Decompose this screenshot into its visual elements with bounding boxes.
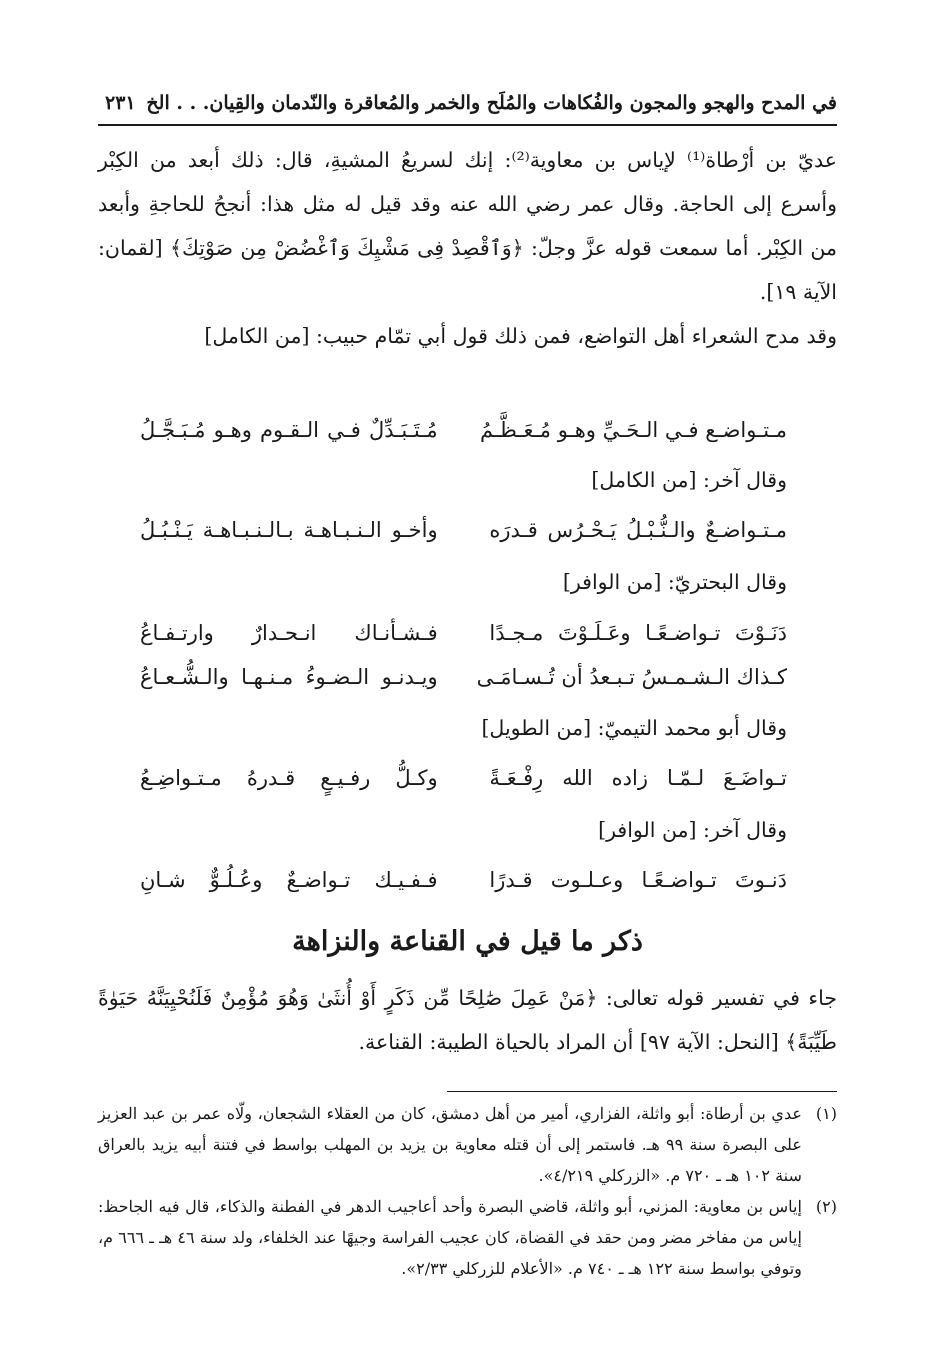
page-number: ٢٣١ <box>105 92 136 114</box>
header-rule <box>98 124 837 126</box>
verse-line <box>140 655 787 699</box>
verse-first-hemistich: تـواضَـعَ لـمّـا زاده الله رِفْـعَـةً <box>489 766 787 790</box>
poem-intro: وقال أبو محمد التيميّ: [من الطويل] <box>481 716 787 740</box>
footnotes <box>98 1098 837 1284</box>
verse-first-hemistich: دَنَـوْتَ تـواضـعًـا وعَـلَـوْتَ مـجـدًا <box>489 621 787 645</box>
verse-line <box>140 508 787 552</box>
footnote-text: إياس بن معاوية: المزني، أبو واثلة، قاضي البصرة وأحد أعاجيب الدهر في الفطنة والذكاء، قال فيه الجاحظ: إياس من مفاخر مضر ومن حقد في القضاة، كان عجيب الفراسة وجيهًا عند الخلفاء، ولد سنة ٤٦ هـ ـ ٦٦٦ م، وتوفي بواسط سنة ١٢٢ هـ ـ ٧٤٠ م. «الأعلام للزركلي ٢/٣٣». <box>98 1197 802 1278</box>
verse-second-hemistich: مُـتَـبَـدِّلٌ فـي الـقـوم وهـو مُـبَـجَّـلُ <box>140 418 438 442</box>
footnote <box>98 1191 837 1284</box>
verse-line <box>140 858 787 902</box>
verse-second-hemistich: وأخـو الـنـبـاهـة بـالـنـبـاهـة يَـنْـبُـلُ <box>140 518 438 542</box>
header-title: في المدح والهجو والمجون والفُكاهات والمُلَح والخمر والمُعاقرة والنّدمان والقِيان. . . الخ <box>146 92 837 114</box>
verse-first-hemistich: مـتـواضـع فـي الـحَـيِّ وهـو مُـعَـظَّـمُ <box>480 418 787 442</box>
verse-first-hemistich: كـذاك الـشـمـسُ تـبـعدُ أن تُـسـامَـى <box>476 665 787 689</box>
poem-intro: وقال آخر: [من الكامل] <box>591 468 787 492</box>
paragraph-3: جاء في تفسير قوله تعالى: ﴿مَنْ عَمِلَ صَٰلِحًا مِّن ذَكَرٍ أَوْ أُنثَىٰ وَهُوَ مُؤْمِنٌ فَلَنُحْيِيَنَّهُ حَيَوٰةً طَيِّبَةً﴾ [النحل: الآية ٩٧] أن المراد بالحياة الطيبة: القناعة. <box>98 986 837 1054</box>
running-header <box>105 84 837 122</box>
verse-line <box>140 756 787 800</box>
poem-intro: وقال آخر: [من الوافر] <box>598 818 787 842</box>
verse-second-hemistich: ويـدنـو الـضـوءُ مـنـهـا والـشُّـعـاعُ <box>140 665 438 689</box>
section-title: ذكر ما قيل في القناعة والنزاهة <box>292 926 643 957</box>
verse-second-hemistich: فـفـيـك تـواضـعٌ وعُـلُـوٌّ شـانِ <box>140 868 438 892</box>
verse-first-hemistich: مـتـواضـعٌ والـنُّـبْـلُ يَـحْـرُس قـدرَه <box>489 518 787 542</box>
verse-line <box>140 611 787 655</box>
footnote <box>98 1098 837 1191</box>
paragraph-2: وقد مدح الشعراء أهل التواضع، فمن ذلك قول أبي تمّام حبيب: [من الكامل] <box>204 324 837 348</box>
paragraph-1: عديّ بن أرْطاة⁽¹⁾ لإياس بن معاوية⁽²⁾: إنك لسريعُ المشيةِ، قال: ذلك أبعد من الكِبْر وأسرع إلى الحاجة. وقال عمر رضي الله عنه وقد قيل له مثل هذا: أنجحُ للحاجةِ وأبعد من الكِبْر. أما سمعت قوله عزَّ وجلّ: ﴿وَٱقْصِدْ فِى مَشْيِكَ وَٱغْضُضْ مِن صَوْتِكَ﴾ [لقمان: الآية ١٩]. <box>98 148 837 304</box>
verse-second-hemistich: فـشـأنـاك انـحـدارٌ وارتـفـاعُ <box>140 621 438 645</box>
footnote-number: (١) <box>815 1104 837 1123</box>
verse-second-hemistich: وكـلُّ رفـيـعٍ قـدرهُ مـتـواضِـعُ <box>140 766 438 790</box>
verse-line <box>140 408 787 452</box>
footnote-text: عدي بن أرطاة: أبو واثلة، الفزاري، أمير من أهل دمشق، كان من العقلاء الشجعان، ولّاه عمر بن عبد العزيز على البصرة سنة ٩٩ هـ. فاستمر إلى أن قتله معاوية بن يزيد بن المهلب بواسط في فتنة أبيه يزيد بالعراق سنة ١٠٢ هـ ـ ٧٢٠ م. «الزركلي ٤/٢١٩». <box>98 1104 802 1185</box>
footnote-number: (٢) <box>815 1197 837 1216</box>
footnote-rule <box>447 1091 837 1092</box>
verse-first-hemistich: دَنـوتَ تـواضـعًـا وعـلـوت قـدرًا <box>489 868 787 892</box>
poem-intro: وقال البحتريّ: [من الوافر] <box>562 570 787 594</box>
